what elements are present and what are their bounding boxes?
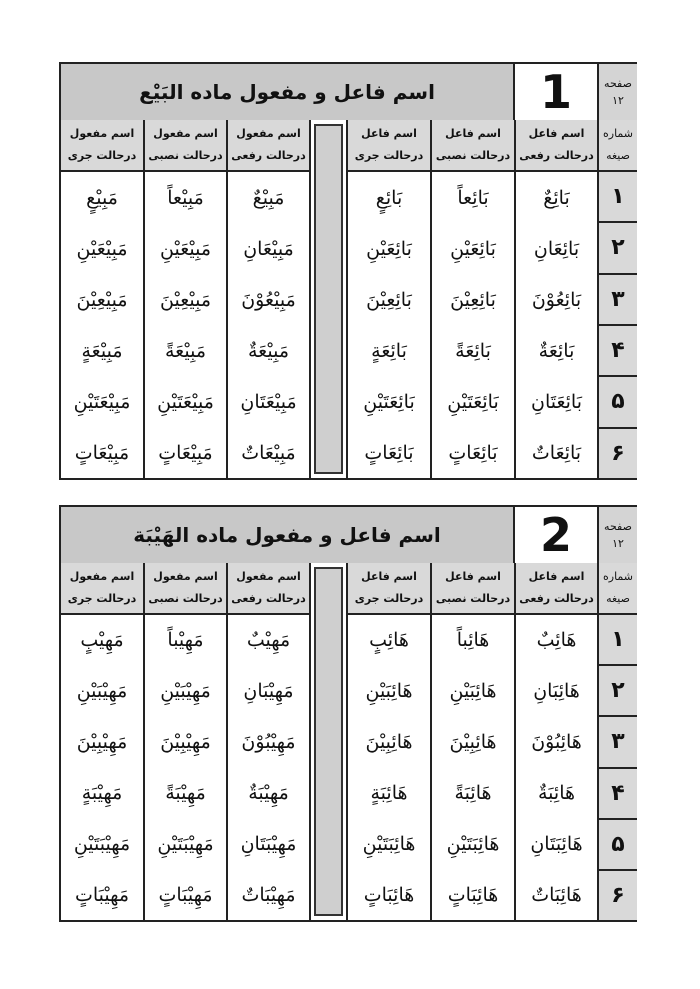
header-line-2: درحالت رفعی	[519, 592, 594, 605]
word-cell: بَائِعَةً	[455, 339, 491, 362]
column-header	[61, 563, 143, 615]
word-cell: هَائِبِیْنَ	[365, 731, 413, 754]
table-title-row	[61, 507, 635, 563]
column-active-jarr	[348, 563, 432, 920]
column-active-raf	[516, 563, 599, 920]
row-number: ۱	[599, 615, 637, 666]
header-line-1: اسم فاعل	[445, 570, 501, 583]
header-line-1: شماره	[603, 570, 634, 583]
word-cell: مَبِیْعَیْنِ	[160, 237, 212, 260]
word-cell: هَائِبَیْنِ	[449, 680, 497, 703]
word-cell: مَبِیْعٍ	[86, 186, 118, 209]
header-line-1: اسم مفعول	[236, 570, 301, 583]
separator-column	[311, 120, 348, 478]
column-passive-jarr	[61, 120, 145, 478]
word-cell: بَائِعَاتٍ	[448, 441, 498, 464]
column-header	[228, 563, 309, 615]
word-cell: مَهِیْبَتَانِ	[240, 832, 297, 855]
column-header	[432, 120, 514, 172]
word-cell: مَهِیْبُوْنَ	[241, 731, 296, 754]
word-cell: مَبِیْعِیْنَ	[76, 288, 128, 311]
header-line-2: درحالت رفعی	[519, 149, 594, 162]
word-cell: مَبِیْعَتَیْنِ	[157, 390, 214, 413]
header-line-2: درحالت جری	[67, 149, 137, 162]
header-line-1: اسم مفعول	[153, 127, 218, 140]
word-cell: هَائِبٍ	[369, 629, 409, 652]
word-cell: بَائِعَتَانِ	[531, 390, 583, 413]
row-number: ۱	[599, 172, 637, 223]
row-number: ۲	[599, 223, 637, 274]
column-header	[145, 120, 226, 172]
word-cell: مَهِیْبَتَیْنِ	[73, 832, 131, 855]
column-passive-raf	[228, 563, 311, 920]
word-cell: هَائِبَةٍ	[370, 781, 408, 804]
word-cell: بَائِعَیْنِ	[366, 237, 412, 260]
page-number: ۱۲	[612, 537, 624, 550]
column-header	[432, 563, 514, 615]
word-cell: مَهِیْبَاتٍ	[74, 883, 130, 906]
word-cell: بَائِعَةٌ	[538, 339, 575, 362]
word-cell: مَهِیْبَةٌ	[248, 781, 289, 804]
header-line-2: درحالت جری	[354, 149, 424, 162]
word-cell: مَهِیْبَاتٍ	[158, 883, 213, 906]
row-number: ۳	[599, 717, 637, 768]
word-cell: بَائِعَتَیْنِ	[447, 390, 499, 413]
word-cell: مَهِیْبٍ	[80, 629, 124, 652]
word-cell: مَبِیْعَةٌ	[248, 339, 289, 362]
table-number: 1	[515, 64, 599, 120]
word-cell: مَبِیْعَاتٍ	[158, 441, 213, 464]
word-cell: هَائِبَتَیْنِ	[446, 832, 500, 855]
word-cell: بَائِعَاتٌ	[531, 441, 582, 464]
table-number: 2	[515, 507, 599, 563]
word-cell: هَائِبَاتٍ	[363, 883, 415, 906]
column-passive-jarr	[61, 563, 145, 920]
header-line-2: درحالت نصبی	[148, 592, 223, 605]
word-cell: بَائِعَیْنِ	[450, 237, 496, 260]
table-title: اسم فاعل و مفعول ماده البَیْع	[61, 64, 515, 120]
word-cell: هَائِبَتَانِ	[530, 832, 583, 855]
column-header	[348, 563, 430, 615]
conjugation-table-2	[59, 505, 637, 922]
word-cell: بَائِعَتَیْنِ	[363, 390, 415, 413]
word-cell: مَبِیْعَتَانِ	[240, 390, 297, 413]
word-cell: مَهِیْبَانِ	[243, 680, 294, 703]
word-cell: بَائِعِیْنَ	[366, 288, 412, 311]
column-header	[61, 120, 143, 172]
column-passive-nasb	[145, 563, 228, 920]
column-header	[145, 563, 226, 615]
header-line-2: درحالت رفعی	[231, 149, 306, 162]
word-cell: هَائِبِیْنَ	[449, 731, 497, 754]
row-number-column	[599, 120, 637, 478]
column-header	[516, 563, 597, 615]
column-active-raf	[516, 120, 599, 478]
word-cell: مَهِیْبَةٍ	[81, 781, 123, 804]
column-header	[228, 120, 309, 172]
page-reference	[599, 64, 637, 120]
header-line-1: اسم مفعول	[153, 570, 218, 583]
header-line-1: اسم فاعل	[361, 570, 417, 583]
header-line-1: اسم فاعل	[361, 127, 417, 140]
word-cell: مَهِیْبَةً	[165, 781, 206, 804]
header-line-1: اسم مفعول	[236, 127, 301, 140]
word-cell: بَائِعَاتٍ	[364, 441, 414, 464]
row-number: ۶	[599, 429, 637, 478]
word-cell: بَائِعُوْنَ	[531, 288, 582, 311]
header-line-1: اسم فاعل	[528, 127, 585, 140]
header-line-2: درحالت نصبی	[435, 592, 511, 605]
row-number: ۵	[599, 820, 637, 871]
header-line-1: اسم فاعل	[445, 127, 501, 140]
column-active-jarr	[348, 120, 432, 478]
word-cell: مَبِیْعَتَیْنِ	[73, 390, 131, 413]
table-title-row	[61, 64, 635, 120]
column-passive-nasb	[145, 120, 228, 478]
table-title: اسم فاعل و مفعول ماده الهَیْبَة	[61, 507, 515, 563]
word-cell: هَائِبُوْنَ	[531, 731, 582, 754]
page-label: صفحه	[604, 520, 632, 533]
page-reference	[599, 507, 637, 563]
row-number: ۴	[599, 326, 637, 377]
word-cell: مَهِیْبَیْنِ	[160, 680, 211, 703]
word-cell: مَبِیْعَاتٍ	[74, 441, 130, 464]
word-cell: بَائِعَةٍ	[371, 339, 407, 362]
row-number: ۲	[599, 666, 637, 717]
word-cell: هَائِبَةٌ	[537, 781, 576, 804]
word-cell: بَائِعاً	[457, 186, 489, 209]
word-cell: مَهِیْبَاتٌ	[241, 883, 296, 906]
row-number-header	[599, 563, 637, 615]
word-cell: بَائِعِیْنَ	[450, 288, 496, 311]
word-cell: مَهِیْبِیْنَ	[76, 731, 128, 754]
word-cell: هَائِبَانِ	[533, 680, 580, 703]
header-line-2: صیغه	[606, 149, 630, 162]
word-cell: هَائِبَیْنِ	[365, 680, 413, 703]
word-cell: مَبِیْعِیْنَ	[160, 288, 212, 311]
header-line-2: درحالت نصبی	[148, 149, 223, 162]
word-cell: مَهِیْبَیْنِ	[76, 680, 128, 703]
word-cell: هَائِبَاتٌ	[531, 883, 582, 906]
word-cell: بَائِعَانِ	[533, 237, 580, 260]
word-cell: بَائِعٍ	[375, 186, 403, 209]
word-cell: بَائِعٌ	[543, 186, 570, 209]
word-cell: مَهِیْبٌ	[246, 629, 291, 652]
column-active-nasb	[432, 120, 516, 478]
header-line-1: اسم فاعل	[528, 570, 585, 583]
word-cell: مَبِیْعَةً	[165, 339, 206, 362]
word-cell: مَهِیْبِیْنَ	[160, 731, 211, 754]
header-line-1: شماره	[603, 127, 634, 140]
header-line-2: درحالت نصبی	[435, 149, 511, 162]
word-cell: مَبِیْعَانِ	[243, 237, 294, 260]
header-line-2: درحالت جری	[354, 592, 424, 605]
row-number: ۴	[599, 769, 637, 820]
word-cell: مَبِیْعَیْنِ	[76, 237, 128, 260]
header-line-1: اسم مفعول	[69, 127, 135, 140]
header-line-1: اسم مفعول	[69, 570, 135, 583]
word-cell: مَهِیْبَتَیْنِ	[157, 832, 214, 855]
word-cell: مَبِیْعُوْنَ	[241, 288, 296, 311]
row-number: ۵	[599, 377, 637, 428]
row-number-header	[599, 120, 637, 172]
word-cell: هَائِبٌ	[536, 629, 577, 652]
word-cell: مَبِیْعٌ	[252, 186, 285, 209]
header-line-2: صیغه	[606, 592, 630, 605]
word-cell: مَبِیْعَاتٌ	[241, 441, 296, 464]
word-cell: هَائِباً	[456, 629, 490, 652]
word-cell: هَائِبَتَیْنِ	[362, 832, 416, 855]
separator-column	[311, 563, 348, 920]
row-number: ۳	[599, 275, 637, 326]
column-header	[516, 120, 597, 172]
row-number-column	[599, 563, 637, 920]
header-line-2: درحالت رفعی	[231, 592, 306, 605]
row-number: ۶	[599, 871, 637, 920]
word-cell: مَهِیْباً	[167, 629, 204, 652]
header-line-2: درحالت جری	[67, 592, 137, 605]
page-label: صفحه	[604, 77, 632, 90]
column-passive-raf	[228, 120, 311, 478]
conjugation-table-1	[59, 62, 637, 480]
column-active-nasb	[432, 563, 516, 920]
word-cell: هَائِبَاتٍ	[447, 883, 499, 906]
word-cell: مَبِیْعَةٍ	[81, 339, 123, 362]
word-cell: مَبِیْعاً	[167, 186, 204, 209]
column-header	[348, 120, 430, 172]
word-cell: هَائِبَةً	[454, 781, 492, 804]
page-number: ۱۲	[612, 94, 624, 107]
